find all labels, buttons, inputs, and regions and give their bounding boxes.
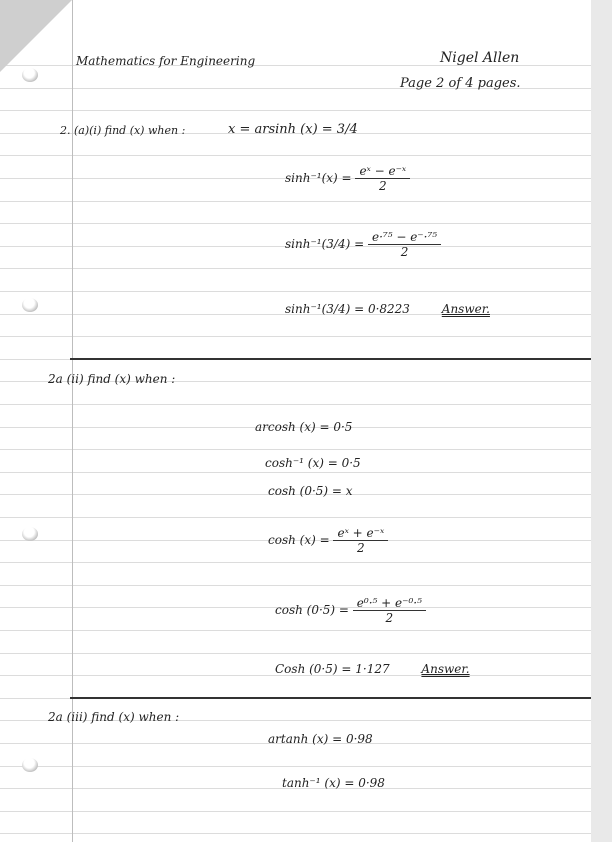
answer-mark: Answer.: [421, 662, 470, 676]
question-2aiii-label: 2a (iii) find (x) when :: [48, 710, 180, 724]
q1-line3: [285, 230, 441, 259]
q2-line5-fraction: $\frac{\text{e⁰·⁵ + e⁻⁰·⁵}}{2}$: [353, 596, 426, 625]
ruled-line: [0, 766, 591, 767]
ruled-line: [0, 155, 591, 156]
punch-hole: [22, 527, 38, 541]
ruled-line: [0, 472, 591, 473]
ruled-line: [0, 811, 591, 812]
ruled-line: [0, 268, 591, 269]
q3-line2: tanh⁻¹ (x) = 0·98: [282, 776, 385, 790]
ruled-line: [0, 585, 591, 586]
punch-hole: [22, 68, 38, 82]
ruled-line: [0, 404, 591, 405]
ruled-line: [0, 653, 591, 654]
folded-corner: [0, 0, 72, 72]
ruled-line: [0, 201, 591, 202]
ruled-line: [0, 630, 591, 631]
ruled-line: [0, 449, 591, 450]
section-divider: [70, 358, 591, 360]
question-2aii-label: 2a (ii) find (x) when :: [48, 372, 176, 386]
q1-line2: [285, 164, 410, 193]
q2-line3: cosh (0·5) = x: [268, 484, 353, 498]
author-name: Nigel Allen: [440, 50, 520, 66]
q1-line1: x = arsinh (x) = 3/4: [228, 122, 358, 137]
ruled-line: [0, 223, 591, 224]
section-divider: [70, 697, 591, 699]
q1-line3-fraction: $\frac{\text{e·⁷⁵ − e⁻·⁷⁵}}{2}$: [368, 230, 441, 259]
answer-mark: Answer.: [441, 302, 490, 316]
punch-hole: [22, 298, 38, 312]
q1-result: sinh⁻¹(3/4) = 0·8223 Answer.: [285, 302, 490, 316]
q1-line2-fraction: $\frac{\text{eˣ − e⁻ˣ}}{2}$: [355, 164, 410, 193]
q3-line1: artanh (x) = 0·98: [268, 732, 373, 746]
q2-line4-fraction: $\frac{\text{eˣ + e⁻ˣ}}{2}$: [333, 526, 388, 555]
question-2ai-label: 2. (a)(i) find (x) when :: [60, 124, 186, 137]
q2-result: Cosh (0·5) = 1·127 Answer.: [275, 662, 470, 676]
course-title: Mathematics for Engineering: [76, 54, 256, 68]
ruled-line: [0, 517, 591, 518]
q2-line2: cosh⁻¹ (x) = 0·5: [265, 456, 361, 470]
q2-line4: cosh (x) = $\frac{\text{eˣ + e⁻ˣ}}{2}$: [268, 526, 388, 555]
ruled-line: [0, 291, 591, 292]
punch-hole: [22, 758, 38, 772]
ruled-line: [0, 336, 591, 337]
ruled-line: [0, 562, 591, 563]
q1-line3-lhs: sinh⁻¹(3/4) =: [285, 237, 365, 251]
ruled-line: [0, 110, 591, 111]
page-info: Page 2 of 4 pages.: [400, 76, 521, 91]
ruled-line: [0, 833, 591, 834]
q2-line5: cosh (0·5) = $\frac{\text{e⁰·⁵ + e⁻⁰·⁵}}{2}$: [275, 596, 426, 625]
q1-line2-lhs: sinh⁻¹(x) =: [285, 171, 352, 185]
q2-line1: arcosh (x) = 0·5: [255, 420, 353, 434]
